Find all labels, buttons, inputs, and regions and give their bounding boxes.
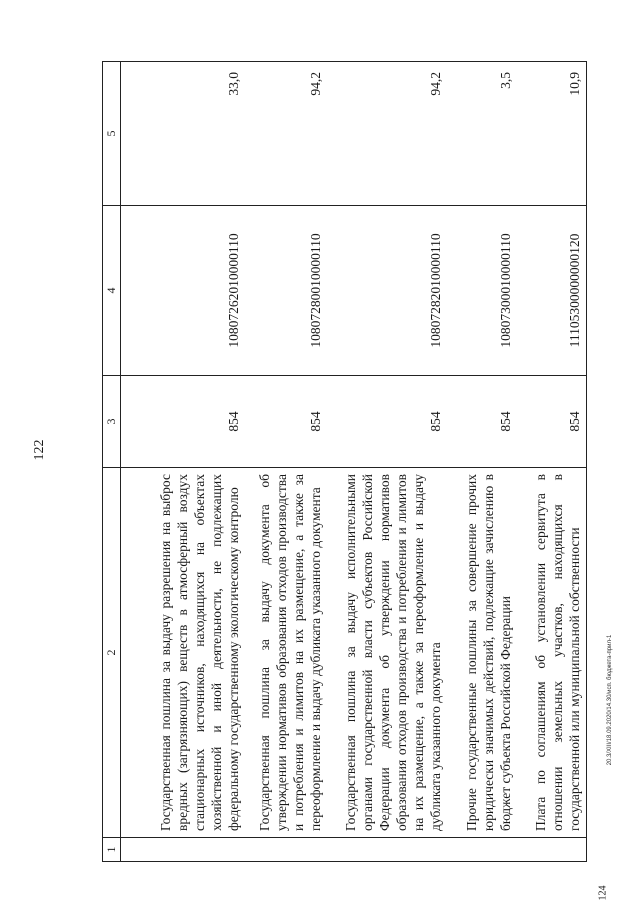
revenue-code-cell: 10807280010000110	[245, 206, 327, 376]
page-number: 122	[32, 439, 47, 461]
revenue-code-cell: 10807262010000110	[121, 206, 245, 376]
table-header-row	[103, 62, 121, 862]
margin-code: 20.3/XIII/18.09.2020/14.30/исп. бюджета-прил-1	[607, 634, 613, 766]
column-header-3: 3	[103, 376, 121, 468]
admin-code-cell: 854	[121, 376, 245, 468]
row-index-cell	[517, 838, 587, 862]
admin-code-cell: 854	[245, 376, 327, 468]
table-row	[447, 62, 517, 862]
admin-code-cell: 854	[517, 376, 587, 468]
column-header-1: 1	[103, 838, 121, 862]
admin-code-cell: 854	[327, 376, 447, 468]
table-row	[517, 62, 587, 862]
amount-cell: 94,2	[327, 62, 447, 206]
row-index-cell	[327, 838, 447, 862]
revenue-name-cell: Прочие государственные пошлины за совершение прочих юридически значимых действий, подлежащие зачислению в бюджет субъекта Российской Федерации	[447, 468, 517, 838]
revenue-code-cell: 11105300000000120	[517, 206, 587, 376]
revenue-code-cell: 10807300010000110	[447, 206, 517, 376]
amount-cell: 3,5	[447, 62, 517, 206]
revenue-name-cell: Государственная пошлина за выдачу документа об утверждении нормативов образования отходов производства и потребления и лимитов на их размещение, а также за переоформление и выдачу дубликата указанного документа	[245, 468, 327, 838]
table-row	[327, 62, 447, 862]
row-index-cell	[121, 838, 245, 862]
table-row	[245, 62, 327, 862]
column-header-5: 5	[103, 62, 121, 206]
amount-cell: 33,0	[121, 62, 245, 206]
table-row	[121, 62, 245, 862]
revenue-name-cell: Государственная пошлина за выдачу исполнительными органами государственной власти субъектов Российской Федерации документа об утверждении нормативов образования отходов производства и потребления и лимитов на их размещение, а также за переоформление и выдачу дубликата указанного документа	[327, 468, 447, 838]
row-index-cell	[447, 838, 517, 862]
row-index-cell	[245, 838, 327, 862]
revenue-code-cell: 10807282010000110	[327, 206, 447, 376]
amount-cell: 94,2	[245, 62, 327, 206]
column-header-4: 4	[103, 206, 121, 376]
column-header-2: 2	[103, 468, 121, 838]
revenue-table-container	[102, 62, 582, 862]
revenue-name-cell: Плата по соглашениям об установлении сервитута в отношении земельных участков, находящихся в государственной или муниципальной собственности	[517, 468, 587, 838]
amount-cell: 10,9	[517, 62, 587, 206]
revenue-table	[102, 61, 587, 862]
admin-code-cell: 854	[447, 376, 517, 468]
corner-number: 124	[597, 885, 609, 901]
revenue-name-cell: Государственная пошлина за выдачу разрешения на выброс вредных (загрязняющих) веществ в атмосферный воздух стационарных источников, находящихся на объектах хозяйственной и иной деятельности, не подлежащих федеральному государственному экологическому контролю	[121, 468, 245, 838]
